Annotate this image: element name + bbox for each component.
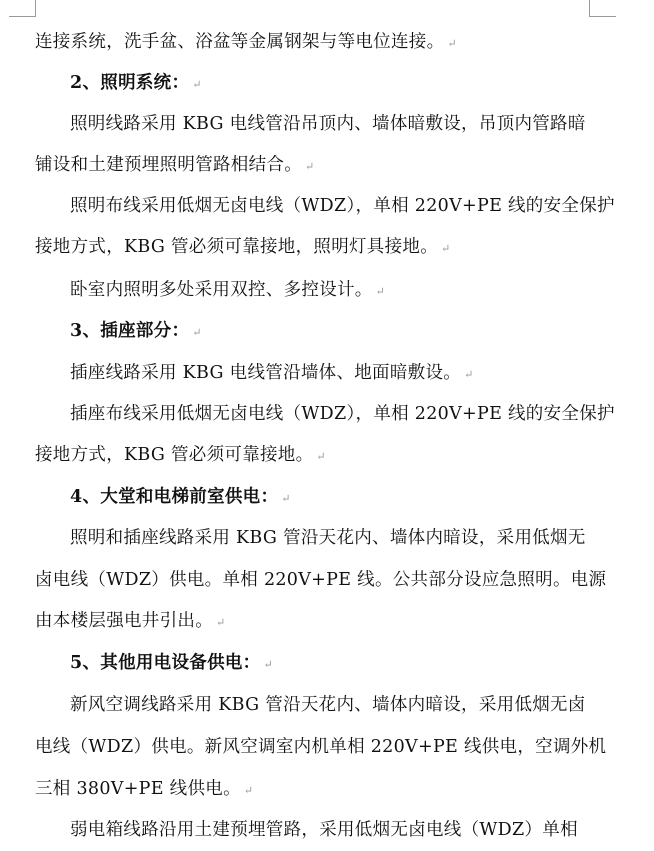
line-text: 2、照明系统： — [70, 73, 190, 93]
text-line — [35, 154, 315, 178]
line-text: 弱电箱线路沿用土建预埋管路，采用低烟无卤电线（WDZ）单相 — [70, 820, 578, 840]
text-line — [70, 362, 474, 386]
text-line — [35, 610, 226, 634]
line-text: 照明线路采用 KBG 电线管沿吊顶内、墙体暗敷设，吊顶内管路暗 — [70, 114, 586, 134]
text-line — [35, 31, 457, 55]
page-corner-mark-left — [9, 0, 36, 17]
line-text: 插座线路采用 KBG 电线管沿墙体、地面暗敷设。 — [70, 363, 462, 383]
line-text: 照明和插座线路采用 KBG 管沿天花内、墙体内暗设，采用低烟无 — [70, 528, 586, 548]
line-text: 接地方式，KBG 管必须可靠接地，照明灯具接地。 — [35, 237, 438, 257]
text-line — [35, 736, 606, 758]
paragraph-mark-icon: ↵ — [192, 326, 202, 339]
text-line — [70, 527, 586, 549]
line-text: 接地方式，KBG 管必须可靠接地。 — [35, 445, 314, 465]
paragraph-mark-icon: ↵ — [441, 242, 451, 255]
paragraph-mark-icon: ↵ — [464, 368, 474, 381]
text-line — [35, 778, 253, 802]
line-text: 卤电线（WDZ）供电。单相 220V+PE 线。公共部分设应急照明。电源 — [35, 570, 607, 590]
paragraph-mark-icon: ↵ — [281, 492, 291, 505]
line-text: 三相 380V+PE 线供电。 — [35, 779, 241, 799]
line-text: 新风空调线路采用 KBG 管沿天花内、墙体内暗设，采用低烟无卤 — [70, 695, 586, 715]
paragraph-mark-icon: ↵ — [305, 160, 315, 173]
line-text: 卧室内照明多处采用双控、多控设计。 — [70, 280, 373, 300]
paragraph-mark-icon: ↵ — [263, 658, 274, 671]
text-line — [70, 819, 578, 841]
paragraph-mark-icon: ↵ — [216, 616, 226, 629]
line-text: 铺设和土建预埋照明管路相结合。 — [35, 155, 302, 175]
line-text: 3、插座部分： — [70, 321, 190, 341]
section-heading — [70, 486, 291, 510]
line-text: 5、其他用电设备供电： — [70, 653, 261, 673]
line-text: 由本楼层强电井引出。 — [35, 611, 213, 631]
section-heading — [70, 320, 202, 344]
text-line — [70, 279, 385, 303]
paragraph-mark-icon: ↵ — [375, 285, 386, 298]
line-text: 照明布线采用低烟无卤电线（WDZ），单相 220V+PE 线的安全保护 — [70, 196, 615, 216]
text-line — [35, 569, 606, 591]
line-text: 连接系统，洗手盆、浴盆等金属钢架与等电位连接。 — [35, 32, 445, 52]
text-line — [35, 444, 326, 468]
text-line — [35, 236, 451, 260]
line-text: 4、大堂和电梯前室供电： — [70, 487, 279, 507]
text-line — [70, 195, 615, 217]
line-text: 插座布线采用低烟无卤电线（WDZ），单相 220V+PE 线的安全保护 — [70, 404, 615, 424]
page-corner-mark-right — [589, 0, 616, 17]
paragraph-mark-icon: ↵ — [316, 450, 326, 463]
section-heading — [70, 72, 202, 96]
line-text: 电线（WDZ）供电。新风空调室内机单相 220V+PE 线供电，空调外机 — [35, 737, 607, 757]
text-line — [70, 403, 615, 425]
paragraph-mark-icon: ↵ — [447, 37, 457, 50]
section-heading — [70, 652, 273, 676]
paragraph-mark-icon: ↵ — [243, 784, 254, 797]
text-line — [70, 694, 586, 716]
paragraph-mark-icon: ↵ — [192, 78, 202, 91]
text-line — [70, 113, 586, 135]
